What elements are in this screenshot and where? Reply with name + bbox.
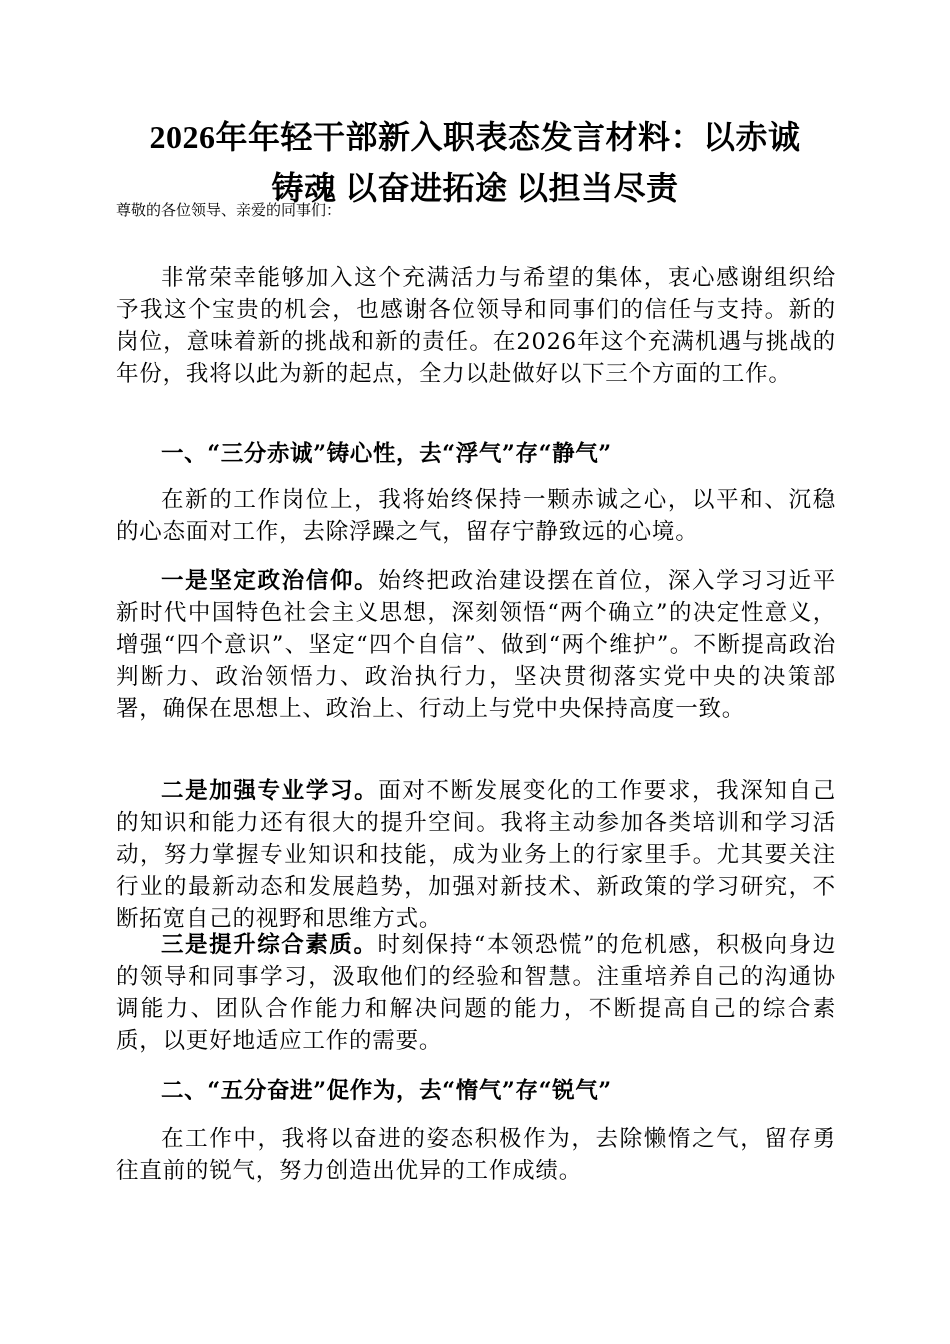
section-1-item-3 xyxy=(116,929,836,1057)
section-2-heading: 二、“五分奋进”促作为，去“惰气”存“锐气” xyxy=(161,1078,612,1104)
title-line-1: 2026年年轻干部新入职表态发言材料：以赤诚 xyxy=(149,119,801,155)
section-2-intro: 在工作中，我将以奋进的姿态积极作为，去除懒惰之气，留存勇往直前的锐气，努力创造出优异的工作成绩。 xyxy=(116,1126,836,1184)
title-line-2: 铸魂 以奋进拓途 以担当尽责 xyxy=(271,170,679,206)
salutation: 尊敬的各位领导、亲爱的同事们： xyxy=(116,201,342,219)
section-1-item-1 xyxy=(116,565,836,725)
document-title xyxy=(95,112,855,214)
section-1-item-2 xyxy=(116,775,836,935)
section-1-heading: 一、“三分赤诚”铸心性，去“浮气”存“静气” xyxy=(161,441,612,467)
item-2-text: 面对不断发展变化的工作要求，我深知自己的知识和能力还有很大的提升空间。我将主动参加各类培训和学习活动，努力掌握专业知识和技能，成为业务上的行家里手。尤其要关注行业的最新动态和发展趋势，加强对新技术、新政策的学习研究，不断拓宽自己的视野和思维方式。 xyxy=(116,778,836,932)
item-3-lead: 三是提升综合素质。 xyxy=(161,932,378,958)
item-1-text: 始终把政治建设摆在首位，深入学习习近平新时代中国特色社会主义思想，深刻领悟“两个确立”的决定性意义，增强“四个意识”、坚定“四个自信”、做到“两个维护”。不断提高政治判断力、政治领悟力、政治执行力，坚决贯彻落实党中央的决策部署，确保在思想上、政治上、行动上与党中央保持高度一致。 xyxy=(116,568,836,722)
item-2-lead: 二是加强专业学习。 xyxy=(161,778,379,804)
section-1-intro: 在新的工作岗位上，我将始终保持一颗赤诚之心，以平和、沉稳的心态面对工作，去除浮躁之气，留存宁静致远的心境。 xyxy=(116,487,836,545)
item-1-lead: 一是坚定政治信仰。 xyxy=(161,568,379,594)
item-3-text: 时刻保持“本领恐慌”的危机感，积极向身边的领导和同事学习，汲取他们的经验和智慧。注重培养自己的沟通协调能力、团队合作能力和解决问题的能力，不断提高自己的综合素质，以更好地适应工作的需要。 xyxy=(116,932,836,1054)
intro-paragraph: 非常荣幸能够加入这个充满活力与希望的集体，衷心感谢组织给予我这个宝贵的机会，也感谢各位领导和同事们的信任与支持。新的岗位，意味着新的挑战和新的责任。在2026年这个充满机遇与挑战的年份，我将以此为新的起点，全力以赴做好以下三个方面的工作。 xyxy=(116,265,836,387)
